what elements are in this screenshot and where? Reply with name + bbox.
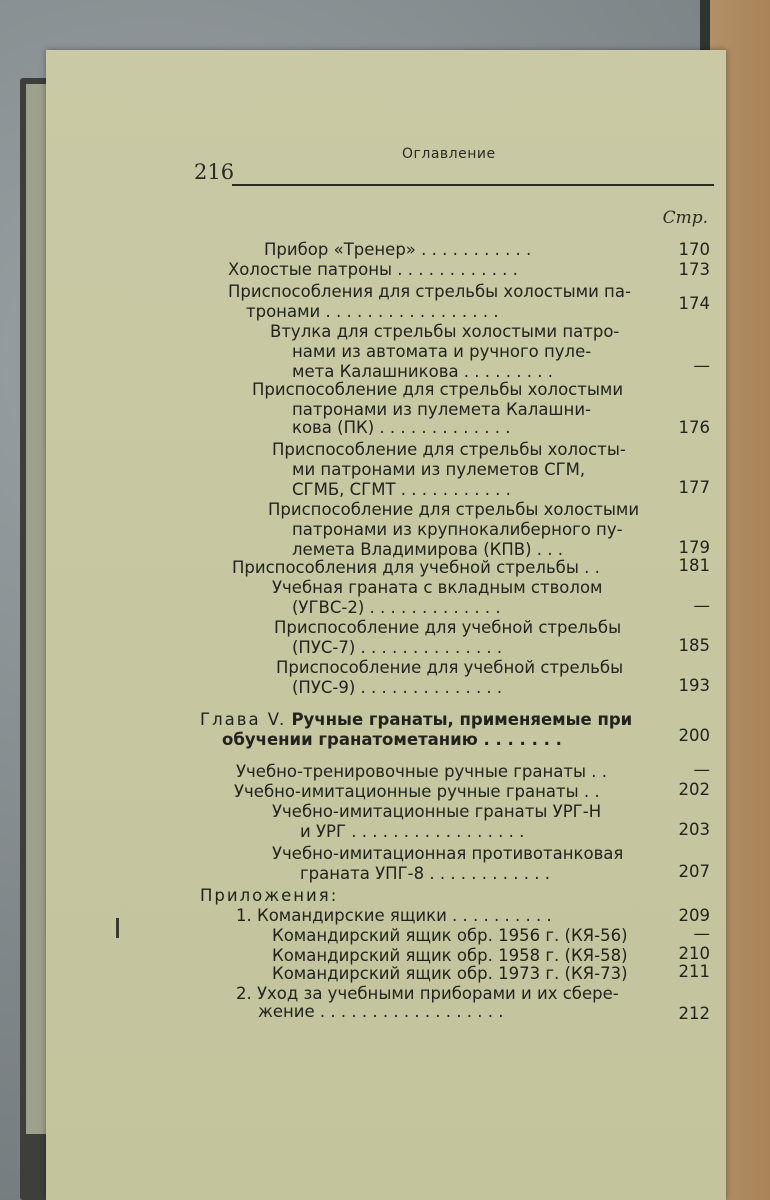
toc-entry: Приспособление для стрельбы холостыми xyxy=(252,380,624,399)
toc-entry: Командирский ящик обр. 1958 г. (КЯ-58) xyxy=(272,946,628,965)
toc-page: 210 xyxy=(678,944,710,963)
toc-entry: 1. Командирские ящики . . . . . . . . . . xyxy=(236,906,552,925)
toc-entry: Учебно-имитационные гранаты УРГ-Н xyxy=(272,802,602,821)
toc-entry: и УРГ . . . . . . . . . . . . . . . . . xyxy=(300,822,525,841)
toc-entry: Прибор «Тренер» . . . . . . . . . . . xyxy=(264,240,532,259)
toc-page: 173 xyxy=(678,260,710,279)
toc-page: — xyxy=(693,596,710,615)
toc-entry: Учебно-тренировочные ручные гранаты . . xyxy=(236,762,608,781)
toc-page: — xyxy=(693,924,710,943)
toc-entry: Командирский ящик обр. 1956 г. (КЯ-56) xyxy=(272,926,628,945)
toc-entry: Приспособления для стрельбы холостыми па- xyxy=(228,282,631,301)
chapter-heading xyxy=(200,710,632,730)
chapter-title-cont: обучении гранатометанию . . . . . . . xyxy=(222,730,562,749)
toc-page: 185 xyxy=(678,636,710,655)
toc-entry: ми патронами из пулеметов СГМ, xyxy=(292,460,586,479)
page-number: 216 xyxy=(194,160,235,184)
toc-page: 179 xyxy=(678,538,710,557)
toc-entry: Командирский ящик обр. 1973 г. (КЯ-73) xyxy=(272,964,628,983)
toc-entry: (ПУС-7) . . . . . . . . . . . . . . xyxy=(292,638,503,657)
toc-entry: нами из автомата и ручного пуле- xyxy=(292,342,592,361)
toc-entry: Учебно-имитационная противотанковая xyxy=(272,844,624,863)
toc-page: 211 xyxy=(678,962,710,981)
toc-page: 212 xyxy=(678,1004,710,1023)
toc-page: 202 xyxy=(678,780,710,799)
toc-entry: (УГВС-2) . . . . . . . . . . . . . xyxy=(292,598,501,617)
toc-entry: патронами из пулемета Калашни- xyxy=(292,400,591,419)
toc-page: — xyxy=(693,760,710,779)
toc-page: 176 xyxy=(678,418,710,437)
page-edge xyxy=(26,84,46,1134)
chapter-title: Ручные гранаты, применяемые при xyxy=(291,710,633,729)
toc-page: 193 xyxy=(678,676,710,695)
toc-page: 203 xyxy=(678,820,710,839)
toc-entry: лемета Владимирова (КПВ) . . . xyxy=(292,540,563,559)
appendix-heading: Приложения: xyxy=(200,886,339,905)
toc-page: 207 xyxy=(678,862,710,881)
toc-page: 174 xyxy=(678,294,710,313)
toc-page: 181 xyxy=(678,556,710,575)
toc-entry: Приспособление для стрельбы холосты- xyxy=(272,440,626,459)
toc-entry: тронами . . . . . . . . . . . . . . . . . xyxy=(246,302,499,321)
toc-entry: патронами из крупнокалиберного пу- xyxy=(292,520,623,539)
toc-entry: мета Калашникова . . . . . . . . . xyxy=(292,362,553,381)
page-column-label: Стр. xyxy=(662,208,708,228)
toc-page: 170 xyxy=(678,240,710,259)
toc-entry: Учебно-имитационные ручные гранаты . . xyxy=(234,782,600,801)
book-page xyxy=(46,50,726,1200)
toc-entry: Приспособление для учебной стрельбы xyxy=(276,658,624,677)
toc-page: 200 xyxy=(678,726,710,745)
toc-entry: граната УПГ-8 . . . . . . . . . . . . xyxy=(300,864,550,883)
toc-entry: кова (ПК) . . . . . . . . . . . . . xyxy=(292,418,511,437)
toc-entry: Приспособления для учебной стрельбы . . xyxy=(232,558,600,577)
toc-entry: Приспособление для стрельбы холостыми xyxy=(268,500,640,519)
running-title: Оглавление xyxy=(402,146,496,162)
toc-page: 177 xyxy=(678,478,710,497)
header-rule xyxy=(232,184,714,186)
toc-entry: Приспособление для учебной стрельбы xyxy=(274,618,622,637)
toc-page: 209 xyxy=(678,906,710,925)
toc-entry: Втулка для стрельбы холостыми патро- xyxy=(270,322,620,341)
toc-entry: Учебная граната с вкладным стволом xyxy=(272,578,603,597)
toc-entry: жение . . . . . . . . . . . . . . . . . . xyxy=(258,1002,504,1021)
toc-entry: СГМБ, СГМТ . . . . . . . . . . . xyxy=(292,480,511,499)
toc-page: — xyxy=(693,356,710,375)
toc-entry: 2. Уход за учебными приборами и их сбере- xyxy=(236,984,619,1003)
toc-entry: Холостые патроны . . . . . . . . . . . . xyxy=(228,260,518,279)
chapter-prefix: Глава V. xyxy=(200,710,287,729)
margin-mark xyxy=(116,918,119,938)
toc-entry: (ПУС-9) . . . . . . . . . . . . . . xyxy=(292,678,503,697)
